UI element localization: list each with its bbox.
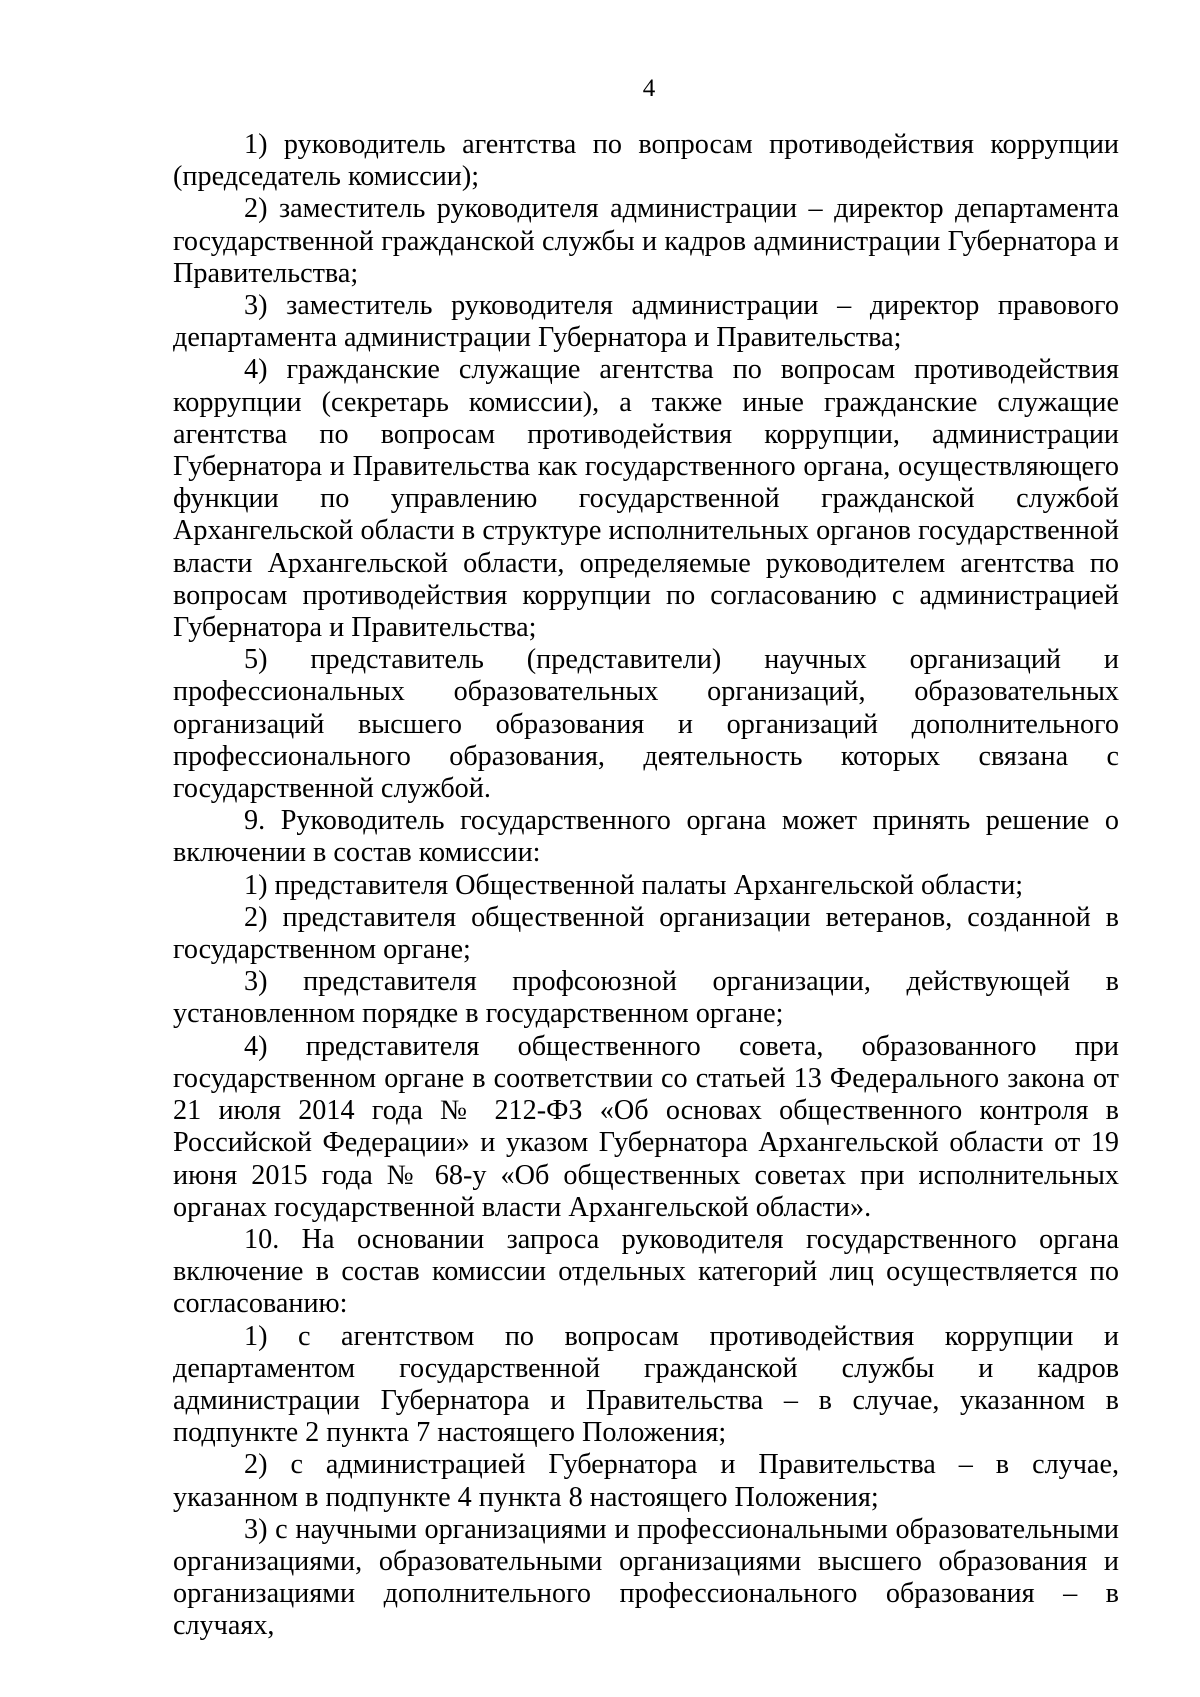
paragraph: 3) заместитель руководителя администрации – директор правового департамента администрации Губернатора и Правительства;	[173, 290, 1119, 354]
paragraph: 2) заместитель руководителя администрации – директор департамента государственной гражданской службы и кадров администрации Губернатора и Правительства;	[173, 193, 1119, 289]
document-body	[173, 129, 1119, 1643]
paragraph: 2) представителя общественной организации ветеранов, созданной в государственном органе;	[173, 901, 1119, 966]
page-number: 4	[642, 75, 656, 102]
paragraph: 9. Руководитель государственного органа может принять решение о включении в состав комиссии:	[173, 805, 1119, 869]
paragraph: 4) представителя общественного совета, образованного при государственном органе в соответствии со статьей 13 Федерального закона от 21 июля 2014 года № 212-ФЗ «Об основах общественного контроля в Российской Федерации» и указом Губернатора Архангельской области от 19 июня 2015 года № 68-у «Об общественных советах при исполнительных органах государственной власти Архангельской области».	[173, 1030, 1119, 1223]
paragraph: 1) представителя Общественной палаты Архангельской области;	[244, 869, 1024, 901]
paragraph: 5) представитель (представители) научных организаций и профессиональных образовательных организаций, образовательных организаций высшего образования и организаций дополнительного профессионального образования, деятельность которых связана с государственной службой.	[173, 644, 1119, 805]
paragraph: 3) с научными организациями и профессиональными образовательными организациями, образовательными организациями высшего образования и организациями дополнительного профессионального образования – в случаях,	[173, 1513, 1119, 1642]
paragraph: 1) руководитель агентства по вопросам противодействия коррупции (председатель комиссии);	[173, 129, 1119, 193]
paragraph: 1) с агентством по вопросам противодействия коррупции и департаментом государственной гражданской службы и кадров администрации Губернатора и Правительства – в случае, указанном в подпункте 2 пункта 7 настоящего Положения;	[173, 1320, 1119, 1449]
paragraph: 2) с администрацией Губернатора и Правительства – в случае, указанном в подпункте 4 пункта 8 настоящего Положения;	[173, 1449, 1119, 1513]
paragraph: 10. На основании запроса руководителя государственного органа включение в состав комиссии отдельных категорий лиц осуществляется по согласованию:	[173, 1223, 1119, 1320]
paragraph: 4) гражданские служащие агентства по вопросам противодействия коррупции (секретарь комиссии), а также иные гражданские служащие агентства по вопросам противодействия коррупции, администрации Губернатора и Правительства как государственного органа, осуществляющего функции по управлению государственной гражданской службой Архангельской области в структуре исполнительных органов государственной власти Архангельской области, определяемые руководителем агентства по вопросам противодействия коррупции по согласованию с администрацией Губернатора и Правительства;	[173, 354, 1119, 644]
paragraph: 3) представителя профсоюзной организации, действующей в установленном порядке в государственном органе;	[173, 966, 1119, 1030]
